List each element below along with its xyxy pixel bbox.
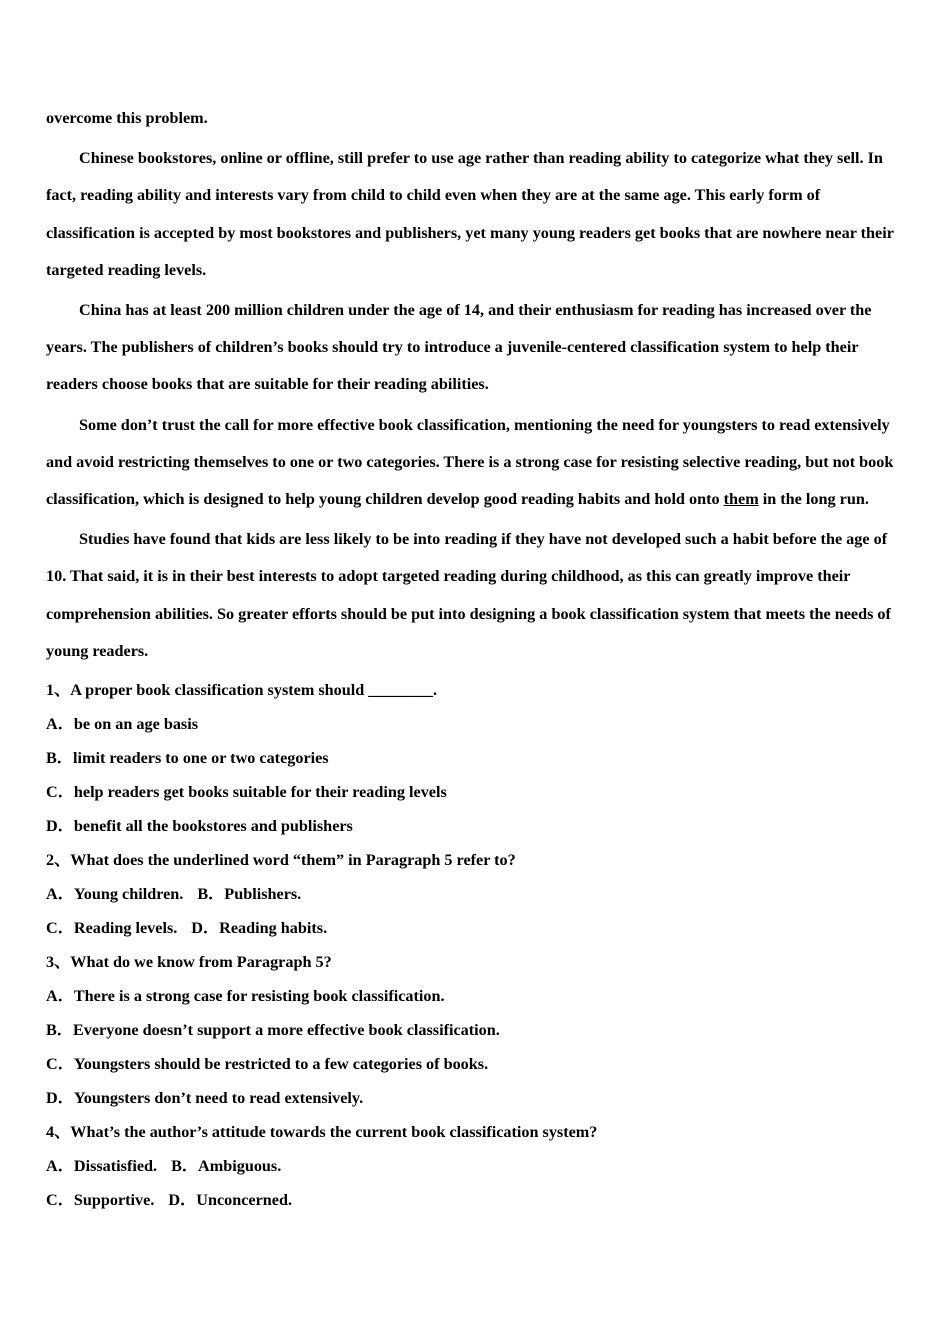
question-4-option-a: A．Dissatisfied.: [46, 1157, 158, 1176]
question-4-options-row-2: [46, 1183, 908, 1217]
passage-paragraph-3: [46, 407, 908, 519]
question-2-options-row-1: [46, 877, 908, 911]
question-3-option-d: D．Youngsters don’t need to read extensively.: [46, 1089, 364, 1108]
question-2-option-b: B．Publishers.: [197, 885, 302, 904]
question-4-option-b: B．Ambiguous.: [171, 1157, 282, 1176]
paragraph-3-text-before: Some don’t trust the call for more effective book classification, mentioning the need for youngsters to read extensively and avoid restricting themselves to one or two categories. There is a strong case for resisting selective reading, but not book classification, which is designed to help young children develop good reading habits and hold onto: [46, 415, 894, 509]
question-4-option-c: C．Supportive.: [46, 1191, 155, 1210]
question-1-option-b: B．limit readers to one or two categories: [46, 749, 329, 768]
question-2-stem: 2、What does the underlined word “them” in Paragraph 5 refer to?: [46, 851, 516, 870]
question-2-option-a: A．Young children.: [46, 885, 184, 904]
question-3-option-a: A．There is a strong case for resisting book classification.: [46, 987, 445, 1006]
question-1-option-c: C．help readers get books suitable for their reading levels: [46, 783, 447, 802]
question-1-stem: 1、A proper book classification system should ________.: [46, 681, 438, 700]
document-page: [46, 100, 908, 1217]
question-2-option-d: D．Reading habits.: [191, 919, 328, 938]
question-1-option-d: D．benefit all the bookstores and publishers: [46, 817, 353, 836]
question-2-option-c: C．Reading levels.: [46, 919, 178, 938]
question-4-option-d: D．Unconcerned.: [168, 1191, 293, 1210]
question-3-option-c: C．Youngsters should be restricted to a few categories of books.: [46, 1055, 489, 1074]
question-1-option-a: A．be on an age basis: [46, 715, 199, 734]
question-4-stem: 4、What’s the author’s attitude towards the current book classification system?: [46, 1123, 598, 1142]
underlined-word-them: them: [723, 490, 759, 509]
passage-paragraph-2: China has at least 200 million children under the age of 14, and their enthusiasm for reading has increased over the years. The publishers of children’s books should try to introduce a juvenile-centered classification system to help their readers choose books that are suitable for their reading abilities.: [46, 301, 872, 394]
passage-paragraph-1: Chinese bookstores, online or offline, still prefer to use age rather than reading ability to categorize what they sell. In fact, reading ability and interests vary from child to child even when they are at the same age. This early form of classification is accepted by most bookstores and publishers, yet many young readers get books that are nowhere near their targeted reading levels.: [46, 149, 894, 279]
question-3-option-b: B．Everyone doesn’t support a more effective book classification.: [46, 1021, 500, 1040]
paragraph-3-text-after: in the long run.: [758, 490, 869, 509]
question-3-stem: 3、What do we know from Paragraph 5?: [46, 953, 332, 972]
passage-paragraph-0: overcome this problem.: [46, 109, 208, 127]
passage-paragraph-4: Studies have found that kids are less likely to be into reading if they have not developed such a habit before the age of 10. That said, it is in their best interests to adopt targeted reading during childhood, as this can greatly improve their comprehension abilities. So greater efforts should be put into designing a book classification system that meets the needs of young readers.: [46, 530, 891, 660]
question-2-options-row-2: [46, 911, 908, 945]
question-4-options-row-1: [46, 1149, 908, 1183]
